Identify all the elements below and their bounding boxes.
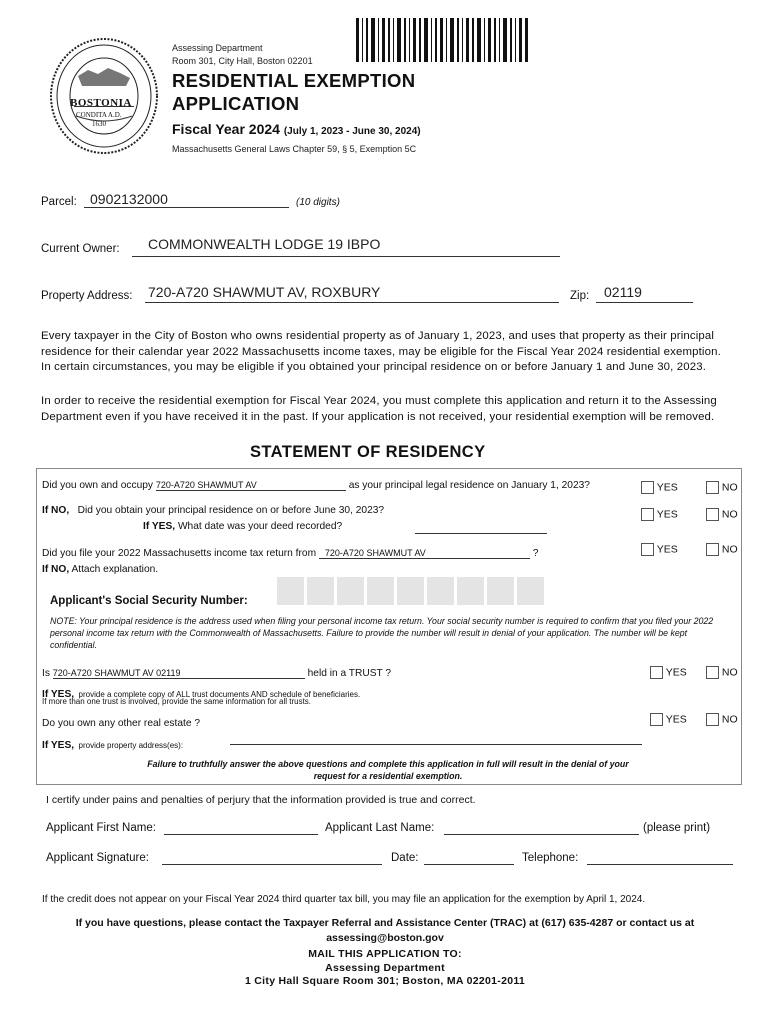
q5-text: provide property address(es): bbox=[78, 741, 184, 750]
last-name-field[interactable] bbox=[444, 822, 639, 835]
q2-yes-checkbox[interactable] bbox=[641, 508, 654, 521]
ssn-digit-9[interactable] bbox=[517, 577, 544, 605]
q4-ifyes: If YES, bbox=[42, 689, 75, 700]
q2-text: Did you obtain your principal residence on or before June 30, 2023? bbox=[77, 505, 385, 516]
owner-field[interactable] bbox=[132, 236, 560, 257]
q4-yes-checkbox[interactable] bbox=[650, 666, 663, 679]
q4-no-label: NO bbox=[721, 666, 738, 679]
q1-post: as your principal legal residence on January 1, 2023? bbox=[348, 480, 590, 491]
q2-no[interactable] bbox=[706, 508, 738, 521]
mail-address: 1 City Hall Square Room 301; Boston, MA 02201-2011 bbox=[244, 975, 526, 987]
dept-room: Room 301, City Hall, Boston 02201 bbox=[172, 56, 313, 66]
questions-text: If you have questions, please contact the Taxpayer Referral and Assistance Center (TRAC) at (617) 635-4287 or contact us at bbox=[75, 917, 695, 929]
q3-no-checkbox[interactable] bbox=[706, 543, 719, 556]
ssn-digit-3[interactable] bbox=[337, 577, 364, 605]
q3-yes[interactable] bbox=[641, 543, 678, 556]
warning-line-1: Failure to truthfully answer the above questions and complete this application in full will result in the denial of your bbox=[147, 759, 629, 769]
q2-ifyes: If YES, bbox=[143, 521, 176, 532]
zip-field[interactable] bbox=[596, 284, 693, 303]
address-value: 720-A720 SHAWMUT AV, ROXBURY bbox=[148, 284, 381, 300]
owner-label: Current Owner: bbox=[41, 243, 120, 255]
q1-yes-label: YES bbox=[656, 481, 678, 494]
date-label: Date: bbox=[391, 852, 419, 864]
q1-no-label: NO bbox=[721, 481, 738, 494]
zip-value: 02119 bbox=[604, 284, 642, 300]
q4-post: held in a TRUST ? bbox=[307, 668, 392, 679]
ssn-boxes bbox=[277, 577, 544, 605]
seal-text: BOSTONIA bbox=[70, 97, 132, 109]
q4-pre: Is bbox=[42, 668, 50, 679]
q3-pre: Did you file your 2022 Massachusetts income tax return from bbox=[42, 548, 317, 559]
telephone-label: Telephone: bbox=[522, 852, 579, 864]
ssn-note: NOTE: Your principal residence is the address used when filing your personal income tax return. Your social security number is required to confirm that you filed your 2022 personal income tax return with the Commonwealth of Massachusetts. Failure to provide the number will result in denial of your application. The number will be kept confidential. bbox=[50, 616, 714, 650]
seal-year: 1630 bbox=[92, 120, 106, 128]
warning-line-2: request for a residential exemption. bbox=[313, 771, 463, 781]
address-label: Property Address: bbox=[41, 290, 133, 302]
q4-question bbox=[42, 668, 391, 679]
q3-question bbox=[42, 548, 538, 559]
q4-text-1: provide a complete copy of ALL trust documents AND schedule of beneficiaries. bbox=[78, 690, 361, 699]
q5-no[interactable] bbox=[706, 713, 738, 726]
signature-field[interactable] bbox=[162, 852, 382, 865]
q2-ifno: If NO, bbox=[42, 505, 70, 516]
parcel-label: Parcel: bbox=[41, 196, 77, 208]
telephone-field[interactable] bbox=[587, 852, 733, 865]
form-title bbox=[172, 69, 415, 115]
ssn-digit-8[interactable] bbox=[487, 577, 514, 605]
q3-attach: Attach explanation. bbox=[71, 564, 159, 575]
q2-yes-label: YES bbox=[656, 508, 678, 521]
certify-text: I certify under pains and penalties of perjury that the information provided is true and correct. bbox=[46, 794, 476, 806]
ssn-digit-1[interactable] bbox=[277, 577, 304, 605]
signature-label: Applicant Signature: bbox=[46, 852, 149, 864]
parcel-value: 0902132000 bbox=[90, 191, 168, 207]
q3-followup bbox=[42, 564, 158, 575]
q2-date-text: What date was your deed recorded? bbox=[177, 521, 343, 532]
q3-yes-checkbox[interactable] bbox=[641, 543, 654, 556]
q5-yes-label: YES bbox=[665, 713, 687, 726]
q1-question bbox=[42, 480, 590, 491]
barcode-graphic bbox=[356, 18, 528, 62]
q3-no[interactable] bbox=[706, 543, 738, 556]
questions-block bbox=[40, 916, 730, 946]
q5-followup bbox=[42, 735, 183, 753]
zip-label: Zip: bbox=[570, 290, 590, 302]
q3-no-label: NO bbox=[721, 543, 738, 556]
title-line-1: RESIDENTIAL EXEMPTION bbox=[172, 70, 416, 91]
q4-no-checkbox[interactable] bbox=[706, 666, 719, 679]
address-field[interactable] bbox=[145, 284, 559, 303]
mail-dept: Assessing Department bbox=[325, 961, 445, 974]
ssn-label: Applicant's Social Security Number: bbox=[50, 595, 248, 607]
q2-yes[interactable] bbox=[641, 508, 678, 521]
q5-no-checkbox[interactable] bbox=[706, 713, 719, 726]
warning-text bbox=[36, 758, 740, 782]
intro-paragraph-2: In order to receive the residential exemption for Fiscal Year 2024, you must complete this application and return it to the Assessing Department even if you have received it in the past. If your application is not received, your residential exemption will be removed. bbox=[41, 395, 717, 423]
mail-to: MAIL THIS APPLICATION TO: bbox=[308, 948, 462, 960]
seal-graphic bbox=[48, 36, 160, 156]
q3-ifno: If NO, bbox=[42, 564, 70, 575]
title-line-2: APPLICATION bbox=[172, 93, 300, 114]
mail-block bbox=[40, 948, 730, 989]
q2-no-label: NO bbox=[721, 508, 738, 521]
owner-value: COMMONWEALTH LODGE 19 IBPO bbox=[148, 236, 381, 252]
q5-question: Do you own any other real estate ? bbox=[42, 718, 201, 729]
q4-address: 720-A720 SHAWMUT AV 02119 bbox=[53, 668, 305, 679]
header-dept bbox=[172, 42, 313, 68]
dept-name: Assessing Department bbox=[172, 43, 263, 53]
q5-yes-checkbox[interactable] bbox=[650, 713, 663, 726]
q1-yes[interactable] bbox=[641, 481, 678, 494]
q4-yes[interactable] bbox=[650, 666, 687, 679]
section-title: STATEMENT OF RESIDENCY bbox=[250, 443, 486, 461]
fiscal-year-range: (July 1, 2023 - June 30, 2024) bbox=[283, 126, 421, 137]
contact-email[interactable]: assessing@boston.gov bbox=[326, 932, 444, 944]
ssn-digit-4[interactable] bbox=[367, 577, 394, 605]
q2-date-question bbox=[143, 521, 342, 532]
city-seal bbox=[48, 36, 160, 156]
q1-pre: Did you own and occupy bbox=[42, 480, 153, 491]
q3-address: 720-A720 SHAWMUT AV bbox=[319, 548, 530, 559]
ssn-digit-2[interactable] bbox=[307, 577, 334, 605]
q1-no[interactable] bbox=[706, 481, 738, 494]
q5-yes[interactable] bbox=[650, 713, 687, 726]
other-property-field[interactable] bbox=[230, 734, 642, 745]
q3-yes-label: YES bbox=[656, 543, 678, 556]
barcode bbox=[356, 18, 528, 62]
q1-address: 720-A720 SHAWMUT AV bbox=[156, 480, 346, 491]
first-name-field[interactable] bbox=[164, 822, 318, 835]
credit-note: If the credit does not appear on your Fiscal Year 2024 third quarter tax bill, you may file an application for the exemption by April 1, 2024. bbox=[42, 894, 646, 905]
q5-ifyes: If YES, bbox=[42, 740, 75, 751]
ssn-digit-5[interactable] bbox=[397, 577, 424, 605]
fiscal-year bbox=[172, 121, 421, 137]
law-reference: Massachusetts General Laws Chapter 59, § 5, Exemption 5C bbox=[172, 144, 417, 154]
fiscal-year-label: Fiscal Year 2024 bbox=[172, 121, 280, 137]
parcel-hint: (10 digits) bbox=[296, 197, 340, 208]
q2-question bbox=[42, 505, 384, 516]
q2-no-checkbox[interactable] bbox=[706, 508, 719, 521]
q4-text-2: If more than one trust is involved, provide the same information for all trusts. bbox=[42, 697, 312, 706]
date-field[interactable] bbox=[424, 852, 514, 865]
q4-no[interactable] bbox=[706, 666, 738, 679]
q5-no-label: NO bbox=[721, 713, 738, 726]
please-print: (please print) bbox=[643, 822, 711, 834]
last-name-label: Applicant Last Name: bbox=[325, 822, 435, 834]
q1-no-checkbox[interactable] bbox=[706, 481, 719, 494]
first-name-label: Applicant First Name: bbox=[46, 822, 156, 834]
q3-post: ? bbox=[532, 548, 539, 559]
ssn-digit-6[interactable] bbox=[427, 577, 454, 605]
ssn-digit-7[interactable] bbox=[457, 577, 484, 605]
deed-date-field[interactable] bbox=[415, 522, 547, 534]
intro-paragraph-1: Every taxpayer in the City of Boston who owns residential property as of January 1, 2023, and uses that property as their principal residence for their calendar year 2022 Massachusetts income taxes, may be eligible for the Fiscal Year 2024 residential exemption. In certain circumstances, you may be eligible if you obtained your principal residence on or before January 1 and June 30, 2023. bbox=[41, 330, 721, 373]
q1-yes-checkbox[interactable] bbox=[641, 481, 654, 494]
q4-yes-label: YES bbox=[665, 666, 687, 679]
parcel-field[interactable] bbox=[84, 191, 289, 208]
seal-subtext: CONDITA A.D. bbox=[76, 111, 122, 119]
